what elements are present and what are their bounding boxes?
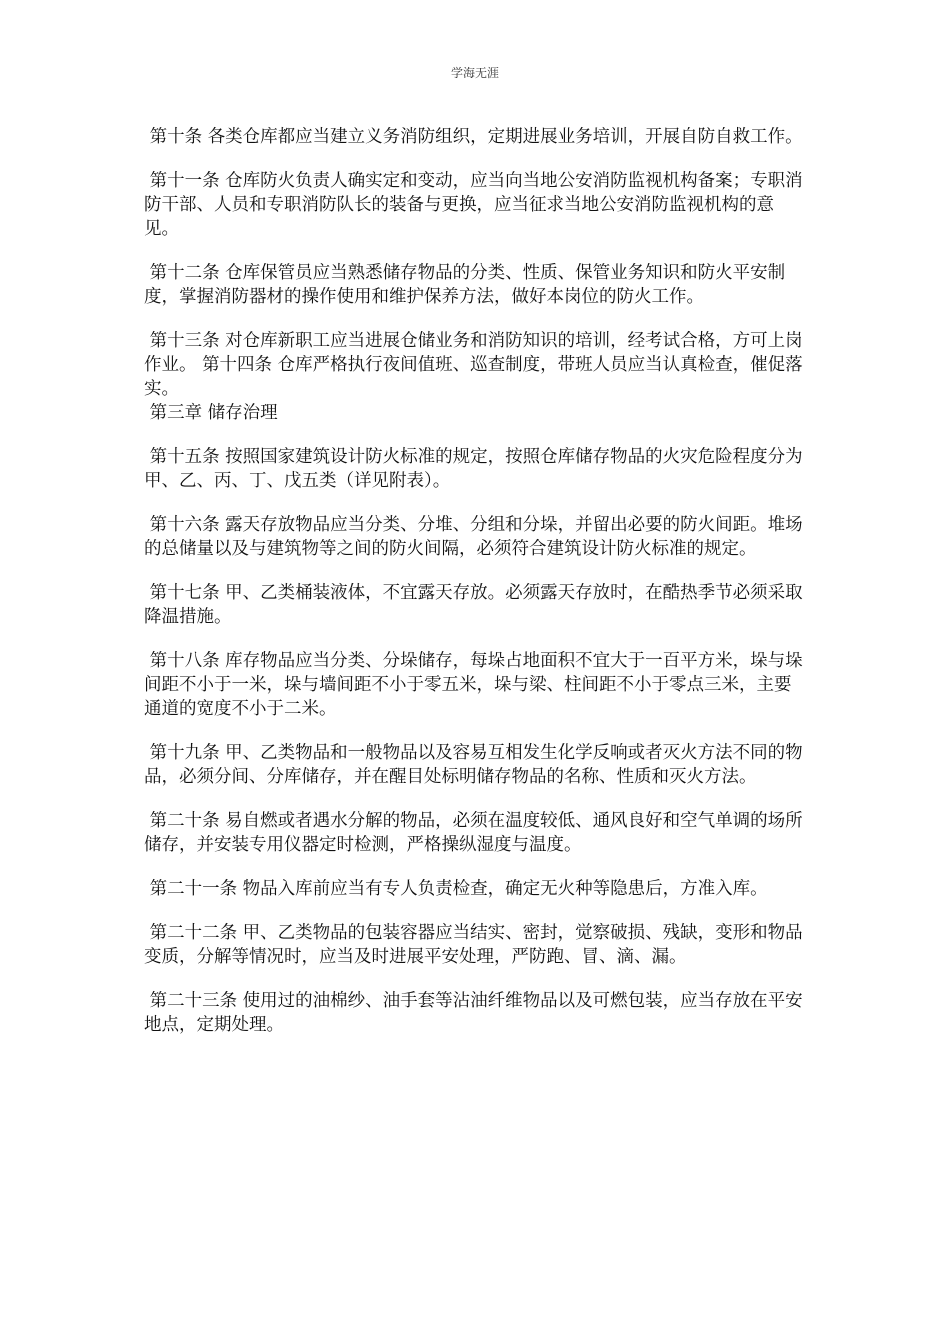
article-11: 第十一条 仓库防火负责人确实定和变动，应当向当地公安消防监视机构备案；专职消防干部、人员和专职消防队长的装备与更换，应当征求当地公安消防监视机构的意见。 [144, 171, 803, 239]
article-17: 第十七条 甲、乙类桶装液体，不宜露天存放。必须露天存放时，在酷热季节必须采取降温措施。 [144, 583, 803, 627]
article-21: 第二十一条 物品入库前应当有专人负责检查，确定无火种等隐患后，方准入库。 [144, 879, 768, 899]
article-19: 第十九条 甲、乙类物品和一般物品以及容易互相发生化学反响或者灭火方法不同的物品，必须分间、分库储存，并在醒目处标明储存物品的名称、性质和灭火方法。 [144, 743, 803, 787]
article-16: 第十六条 露天存放物品应当分类、分堆、分组和分垛，并留出必要的防火间距。堆场的总储量以及与建筑物等之间的防火间隔，必须符合建筑设计防火标准的规定。 [144, 515, 803, 559]
article-23: 第二十三条 使用过的油棉纱、油手套等沾油纤维物品以及可燃包装，应当存放在平安地点，定期处理。 [144, 991, 803, 1035]
article-18: 第十八条 库存物品应当分类、分垛储存，每垛占地面积不宜大于一百平方米，垛与垛间距不小于一米，垛与墙间距不小于零五米，垛与梁、柱间距不小于零点三米，主要通道的宽度不小于二米。 [144, 651, 803, 719]
article-22: 第二十二条 甲、乙类物品的包装容器应当结实、密封，觉察破损、残缺，变形和物品变质，分解等情况时，应当及时进展平安处理，严防跑、冒、滴、漏。 [144, 923, 803, 967]
page-header: 学海无涯 [450, 66, 499, 80]
document-body [144, 125, 808, 1057]
article-10: 第十条 各类仓库都应当建立义务消防组织，定期进展业务培训，开展自防自救工作。 [144, 127, 803, 147]
article-15: 第十五条 按照国家建筑设计防火标准的规定，按照仓库储存物品的火灾危险程度分为甲、乙、丙、丁、戊五类（详见附表）。 [144, 447, 803, 491]
article-13-14: 第十三条 对仓库新职工应当进展仓储业务和消防知识的培训，经考试合格，方可上岗作业。 第十四条 仓库严格执行夜间值班、巡查制度，带班人员应当认真检查，催促落实。 [144, 331, 803, 399]
article-12: 第十二条 仓库保管员应当熟悉储存物品的分类、性质、保管业务知识和防火平安制度，掌握消防器材的操作使用和维护保养方法，做好本岗位的防火工作。 [144, 263, 786, 307]
chapter-3-heading: 第三章 储存治理 [144, 403, 278, 423]
article-20: 第二十条 易自燃或者遇水分解的物品，必须在温度较低、通风良好和空气单调的场所储存，并安装专用仪器定时检测，严格操纵湿度与温度。 [144, 811, 803, 855]
